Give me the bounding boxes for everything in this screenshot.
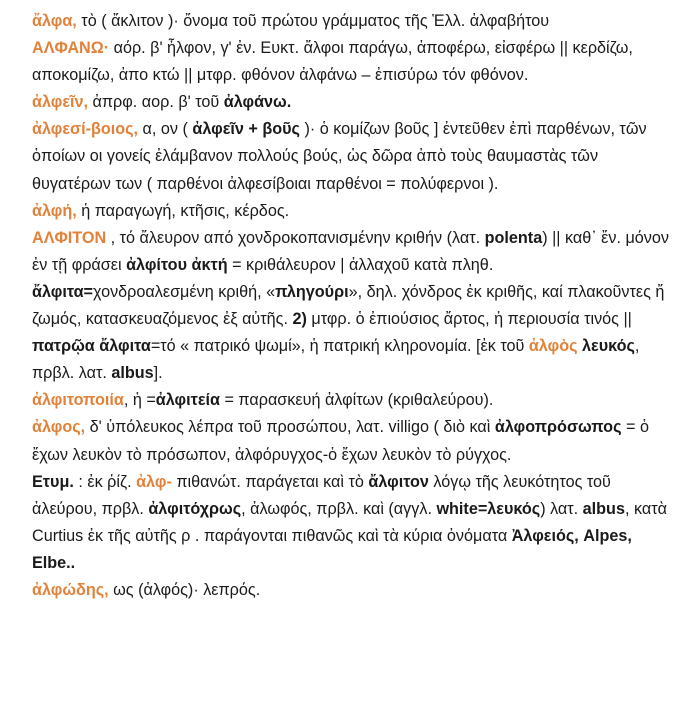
bold-term: Ἀλφειός, Alpes, Elbe..	[32, 526, 632, 572]
definition-text: = παρασκευή ἀλφίτων (κριθαλεύρου).	[219, 391, 494, 410]
entry-alfano	[32, 35, 671, 89]
bold-term: white=λευκός	[436, 499, 541, 518]
bold-term: πληγούρι	[275, 282, 349, 301]
definition-text: , ἡ =	[123, 391, 156, 410]
definition-text: , πρβλ. λατ.	[32, 337, 640, 383]
entry-alfesiboios	[32, 116, 671, 197]
bold-term: ἀλφοπρόσωπος	[494, 418, 622, 437]
headword: ΑΛΦΙΤΟΝ	[32, 228, 107, 247]
definition-text: , κατὰ Curtius ἐκ τῆς αὐτῆς ρ . παράγονται πιθανῶς καὶ τὰ κύρια ὀνόματα	[32, 499, 667, 545]
definition-text: λόγῳ τῆς λευκότητος τοῦ ἀλεύρου, πρβλ.	[32, 472, 611, 518]
entry-alfa	[32, 8, 671, 35]
headword: ἀλφὸς	[528, 337, 578, 356]
bold-term: polenta	[484, 228, 543, 247]
bold-term: ἀλφιτεία	[155, 391, 220, 410]
headword: ΑΛΦΑΝΩ·	[32, 39, 110, 58]
entry-alfitopoiia	[32, 387, 671, 414]
entry-alfiton	[32, 225, 671, 388]
bold-term: Ετυμ.	[32, 472, 74, 491]
bold-term: albus	[111, 364, 154, 383]
definition-text: ) || καθ᾽ ἔν. μόνον ἐν τῇ φράσει	[32, 228, 669, 274]
definition-text: χονδροαλεσμένη κριθή, «	[93, 282, 276, 301]
definition-text: πιθανώτ. παράγεται καὶ τὸ	[171, 472, 369, 491]
bold-term: ἄλφιτον	[368, 472, 429, 491]
headword: ἀλφεῖν,	[32, 93, 89, 112]
bold-term: λευκός	[582, 337, 635, 356]
headword: ἀλφ-	[136, 472, 172, 491]
entry-etymology	[32, 469, 671, 577]
headword: ἄλφα,	[32, 12, 77, 30]
definition-text: μτφρ. ὁ ἐπιούσιος ἄρτος, ἡ περιουσία τινός ||	[306, 310, 632, 329]
definition-text: ].	[153, 364, 163, 383]
definition-text: α, ον (	[138, 120, 193, 139]
definition-text: : ἐκ ῥίζ.	[73, 472, 137, 491]
bold-term: ἄλφιτα=	[32, 282, 94, 301]
bold-term: ἀλφίτου ἀκτή	[126, 255, 228, 274]
definition-text: ἡ παραγωγή, κτῆσις, κέρδος.	[76, 201, 290, 220]
entry-alfodis	[32, 577, 671, 604]
definition-text: ἀπρφ. αορ. β' τοῦ	[88, 93, 224, 112]
definition-text: )· ὁ κομίζων βοῦς ] ἐντεῦθεν ἐπὶ παρθένων, τῶν ὁποίων οι γονείς ἐλάμβανον πολλούς βούς, ὡς δῶρα ἀπὸ τοὺς θαυμαστὰς τῶν θυγατέρων των ( παρθένοι ἀλφεσίβοιαι παρθένοι = πολύφερνοι ).	[32, 120, 647, 193]
bold-term: ἀλφιτόχρως	[148, 499, 242, 518]
definition-text: , τό ἄλευρον από χονδροκοπανισμένην κριθήν (λατ.	[106, 228, 485, 247]
headword: ἀλφεσί-βοιος,	[32, 120, 139, 139]
headword: ἀλφος,	[32, 418, 86, 437]
headword: ἀλφιτοποιία	[32, 391, 124, 410]
bold-term: 2)	[292, 310, 307, 329]
headword: ἀλφώδης,	[32, 580, 109, 599]
definition-text: ως (ἀλφός)· λεπρός.	[108, 580, 261, 599]
definition-text: », δηλ. χόνδρος ἐκ κριθῆς, καί πλακοῦντες ἤ ζωμός, κατασκευαζόμενος ἐξ αὐτῆς.	[32, 282, 665, 329]
definition-text: , ἀλωφός, πρβλ. καὶ (αγγλ.	[241, 499, 437, 518]
definition-text: = κριθάλευρον | ἀλλαχοῦ κατὰ πληθ.	[227, 255, 494, 274]
bold-term: ἀλφεῖν + βοῦς	[192, 120, 300, 139]
bold-term: πατρῷα ἄλφιτα	[32, 337, 151, 356]
definition-text: τὸ ( ἄκλιτον )· ὄνομα τοῦ πρώτου γράμματος τῆς Ἑλλ. ἀλφαβήτου	[76, 12, 550, 30]
headword: ἀλφή,	[32, 201, 77, 220]
definition-text: =τό « πατρικό ψωμί», ἡ πατρική κληρονομία. [ἐκ τοῦ	[150, 337, 529, 356]
definition-text: ) λατ.	[540, 499, 583, 518]
entry-alfein	[32, 89, 671, 116]
definition-text: δ' ὑπόλευκος λέπρα τοῦ προσώπου, λατ. villigo ( διὸ καὶ	[85, 418, 495, 437]
entry-alfos	[32, 414, 671, 468]
entry-alfi	[32, 198, 671, 225]
bold-term: albus	[582, 499, 625, 518]
definition-text: = ὁ ἔχων λευκὸν τὸ πρόσωπον, ἀλφόρυγχος-ὁ ἔχων λευκὸν τὸ ρύγχος.	[32, 418, 649, 464]
bold-term: ἀλφάνω.	[223, 93, 292, 112]
definition-text: αόρ. β' ἦλφον, γ' ἐν. Ευκτ. ἄλφοι παράγω, ἀποφέρω, εἰσφέρω || κερδίζω, αποκομίζω, ἀπο κτώ || μτφρ. φθόνον ἀλφάνω – ἐπισύρω τόν φθόνον.	[32, 39, 633, 85]
